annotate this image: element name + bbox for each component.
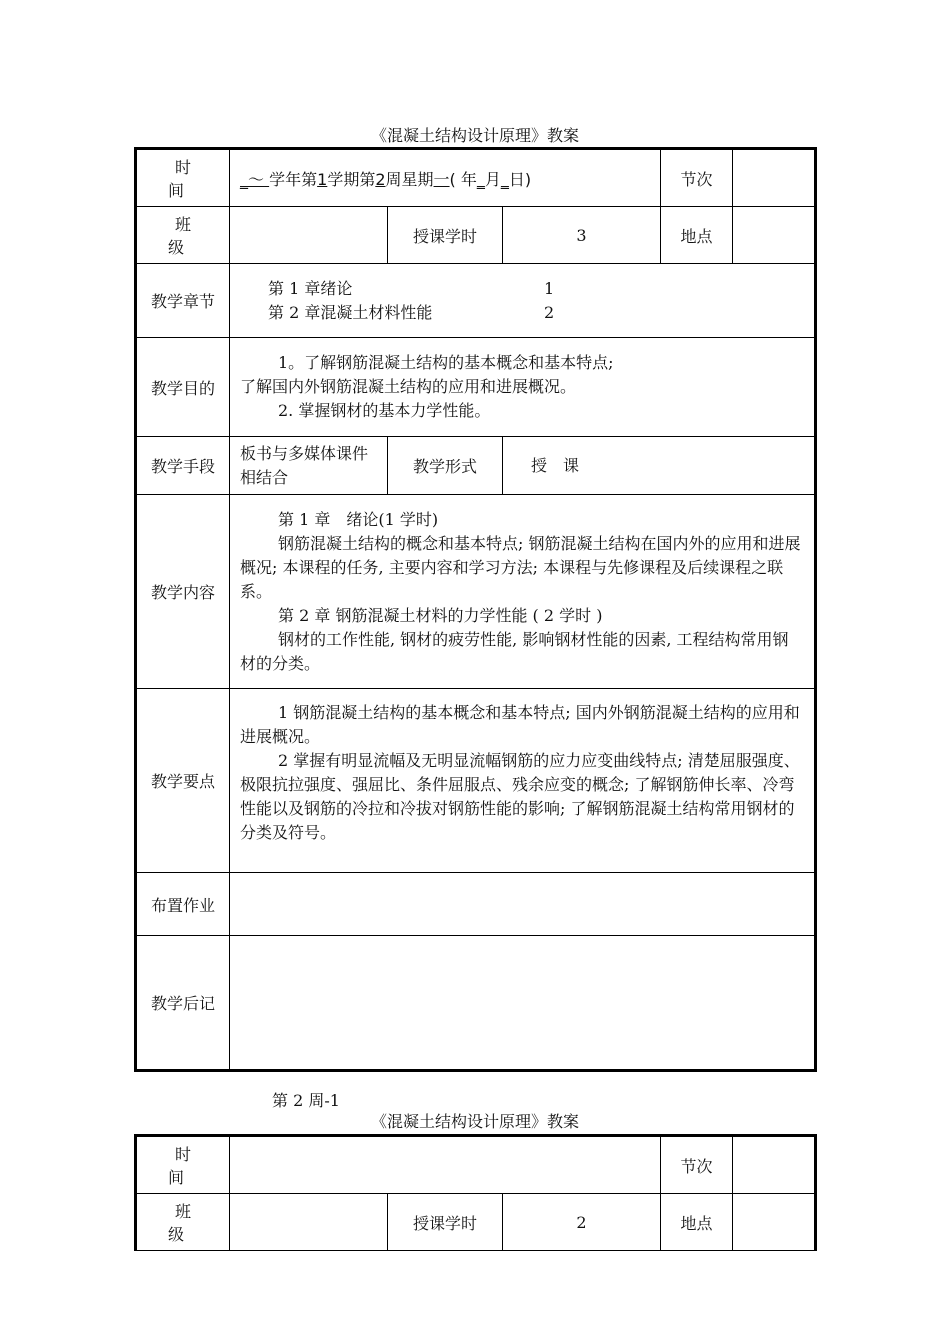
place-label: 地点	[661, 1194, 733, 1251]
lesson-plan-table-2	[134, 1134, 817, 1251]
class-label: 班 级	[136, 207, 230, 264]
place-value	[733, 1194, 816, 1251]
class-label: 班 级	[136, 1194, 230, 1251]
schedule-value	[230, 1136, 661, 1194]
hours-value: 3	[503, 207, 661, 264]
postscript-label: 教学后记	[136, 936, 230, 1071]
session-value	[733, 149, 816, 207]
lesson-plan-table-1	[134, 147, 817, 1072]
place-value	[733, 207, 816, 264]
class-value	[230, 1194, 388, 1251]
postscript-value	[230, 936, 816, 1071]
session-label: 节次	[661, 149, 733, 207]
keypoints-text: 1 钢筋混凝土结构的基本概念和基本特点; 国内外钢筋混凝土结构的应用和进展概况。 2 掌握有明显流幅及无明显流幅钢筋的应力应变曲线特点; 清楚屈服强度、极限抗拉强度、强屈比、条件屈服点、残余应变的概念; 了解钢筋伸长率、冷弯性能以及钢筋的冷拉和冷拔对钢筋性能的影响; 了解钢筋混凝土结构常用钢材的分类及符号。	[230, 689, 816, 873]
chapter-item: 第 1 章绪论 1	[268, 278, 555, 298]
chapter-item: 第 2 章混凝土材料性能 2	[268, 302, 555, 322]
chapter-list	[230, 264, 816, 338]
objective-label: 教学目的	[136, 338, 230, 437]
schedule-value: _～ 学年第1学期第2周星期一( 年_月_日)	[230, 149, 661, 207]
session-value	[733, 1136, 816, 1194]
document-title: 《混凝土结构设计原理》教案	[370, 126, 579, 145]
means-value: 板书与多媒体课件相结合	[230, 437, 388, 495]
time-label: 时 间	[136, 149, 230, 207]
form-value: 授 课	[503, 437, 816, 495]
homework-value	[230, 873, 816, 936]
document-title-2: 《混凝土结构设计原理》教案	[370, 1112, 579, 1131]
homework-label: 布置作业	[136, 873, 230, 936]
session-label: 节次	[661, 1136, 733, 1194]
page-footer: 第 2 周-1	[272, 1091, 340, 1110]
hours-value: 2	[503, 1194, 661, 1251]
chapter-label: 教学章节	[136, 264, 230, 338]
means-label: 教学手段	[136, 437, 230, 495]
time-label: 时 间	[136, 1136, 230, 1194]
hours-label: 授课学时	[388, 1194, 503, 1251]
hours-label: 授课学时	[388, 207, 503, 264]
place-label: 地点	[661, 207, 733, 264]
content-label: 教学内容	[136, 495, 230, 689]
keypoints-label: 教学要点	[136, 689, 230, 873]
objective-text: 1。了解钢筋混凝土结构的基本概念和基本特点; 了解国内外钢筋混凝土结构的应用和进展概况。 2. 掌握钢材的基本力学性能。	[230, 338, 816, 437]
form-label: 教学形式	[388, 437, 503, 495]
class-value	[230, 207, 388, 264]
content-text: 第 1 章 绪论(1 学时) 钢筋混凝土结构的概念和基本特点; 钢筋混凝土结构在国内外的应用和进展概况; 本课程的任务, 主要内容和学习方法; 本课程与先修课程及后续课程之联系。 第 2 章 钢筋混凝土材料的力学性能 ( 2 学时 ) 钢材的工作性能, 钢材的疲劳性能, 影响钢材性能的因素, 工程结构常用钢材的分类。	[230, 495, 816, 689]
